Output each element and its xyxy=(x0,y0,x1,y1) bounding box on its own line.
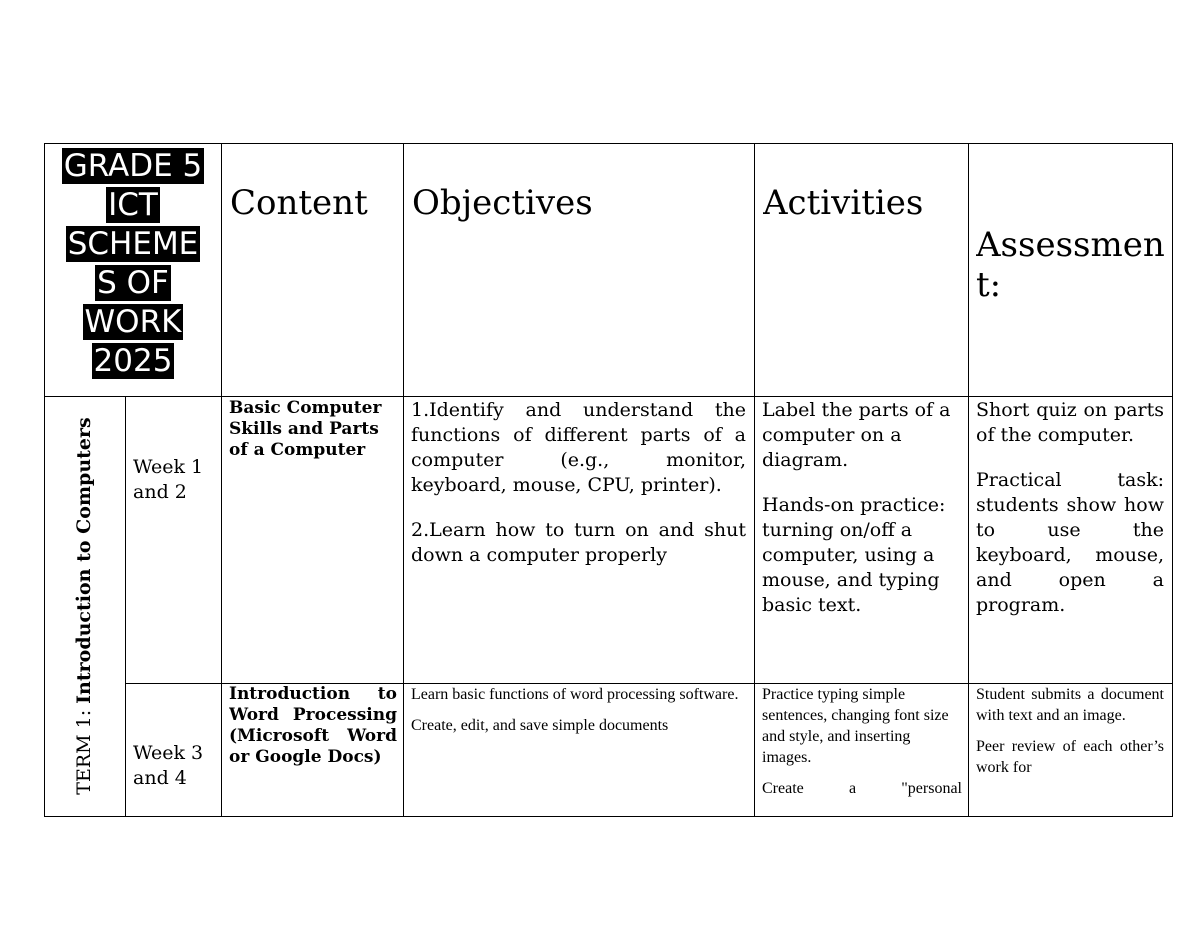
content-topic: Basic Computer Skills and Parts of a Computer xyxy=(229,398,382,460)
assessment-item: Student submits a document with text and an image. xyxy=(976,686,1164,724)
title-line: GRADE 5 xyxy=(63,148,203,184)
assessment-cell xyxy=(976,684,1164,815)
document-title-cell xyxy=(44,143,221,396)
activities-divider xyxy=(968,143,969,817)
objective-item: 1.Identify and understand the functions of different parts of a computer (e.g., monitor, keyboard, mouse, CPU, printer). xyxy=(411,399,746,496)
activity-item: Label the parts of a computer on a diagram. xyxy=(762,399,951,471)
content-topic: Introduction to Word Processing (Microsoft Word or Google Docs) xyxy=(229,684,397,767)
objectives-divider xyxy=(754,143,755,817)
document-title xyxy=(56,147,210,381)
title-line: WORK xyxy=(84,304,182,340)
term-divider xyxy=(125,396,126,817)
header-assessment xyxy=(976,225,1172,305)
week-divider xyxy=(221,143,222,817)
activity-item: Practice typing simple sentences, changing font size and style, and inserting images. xyxy=(762,686,949,766)
objectives-cell xyxy=(411,398,746,568)
activities-cell xyxy=(762,684,962,815)
assessment-cell xyxy=(976,398,1164,618)
header-activities: Activities xyxy=(763,183,924,223)
objectives-cell xyxy=(411,684,746,815)
term-cell xyxy=(44,396,125,817)
activities-cell xyxy=(762,398,962,618)
assessment-item: Short quiz on parts of the computer. xyxy=(976,399,1164,446)
header-divider xyxy=(44,396,1173,397)
objective-item: Learn basic functions of word processing software. xyxy=(411,686,739,703)
week-label: Week 3 and 4 xyxy=(133,742,204,789)
assessment-item: Peer review of each other’s work for xyxy=(976,738,1164,776)
header-assessment-line: Assessmen xyxy=(976,225,1165,265)
table-border-right xyxy=(1172,143,1173,817)
content-divider xyxy=(403,143,404,817)
title-line: ICT xyxy=(108,187,158,223)
title-line: SCHEME xyxy=(67,226,199,262)
term-prefix: TERM 1: xyxy=(73,703,95,795)
title-line: 2025 xyxy=(93,343,173,379)
assessment-item: Practical task: students show how to use the keyboard, mouse, and open a program. xyxy=(976,469,1164,616)
objective-item: Create, edit, and save simple documents xyxy=(411,717,669,734)
objective-item: 2.Learn how to turn on and shut down a computer properly xyxy=(411,519,746,566)
header-assessment-line: t: xyxy=(976,265,1002,305)
scheme-of-work-table xyxy=(44,143,1173,817)
title-line: S OF xyxy=(97,265,169,301)
activity-item: Create a "personal xyxy=(762,780,962,797)
header-content: Content xyxy=(230,183,368,223)
term-name: Introduction to Computers xyxy=(73,417,95,704)
header-objectives: Objectives xyxy=(412,183,593,223)
week-label: Week 1 and 2 xyxy=(133,456,204,503)
term-label xyxy=(73,417,95,794)
activity-item: Hands-on practice: turning on/off a computer, using a mouse, and typing basic text. xyxy=(762,494,946,616)
table-border-bottom xyxy=(44,816,1173,817)
